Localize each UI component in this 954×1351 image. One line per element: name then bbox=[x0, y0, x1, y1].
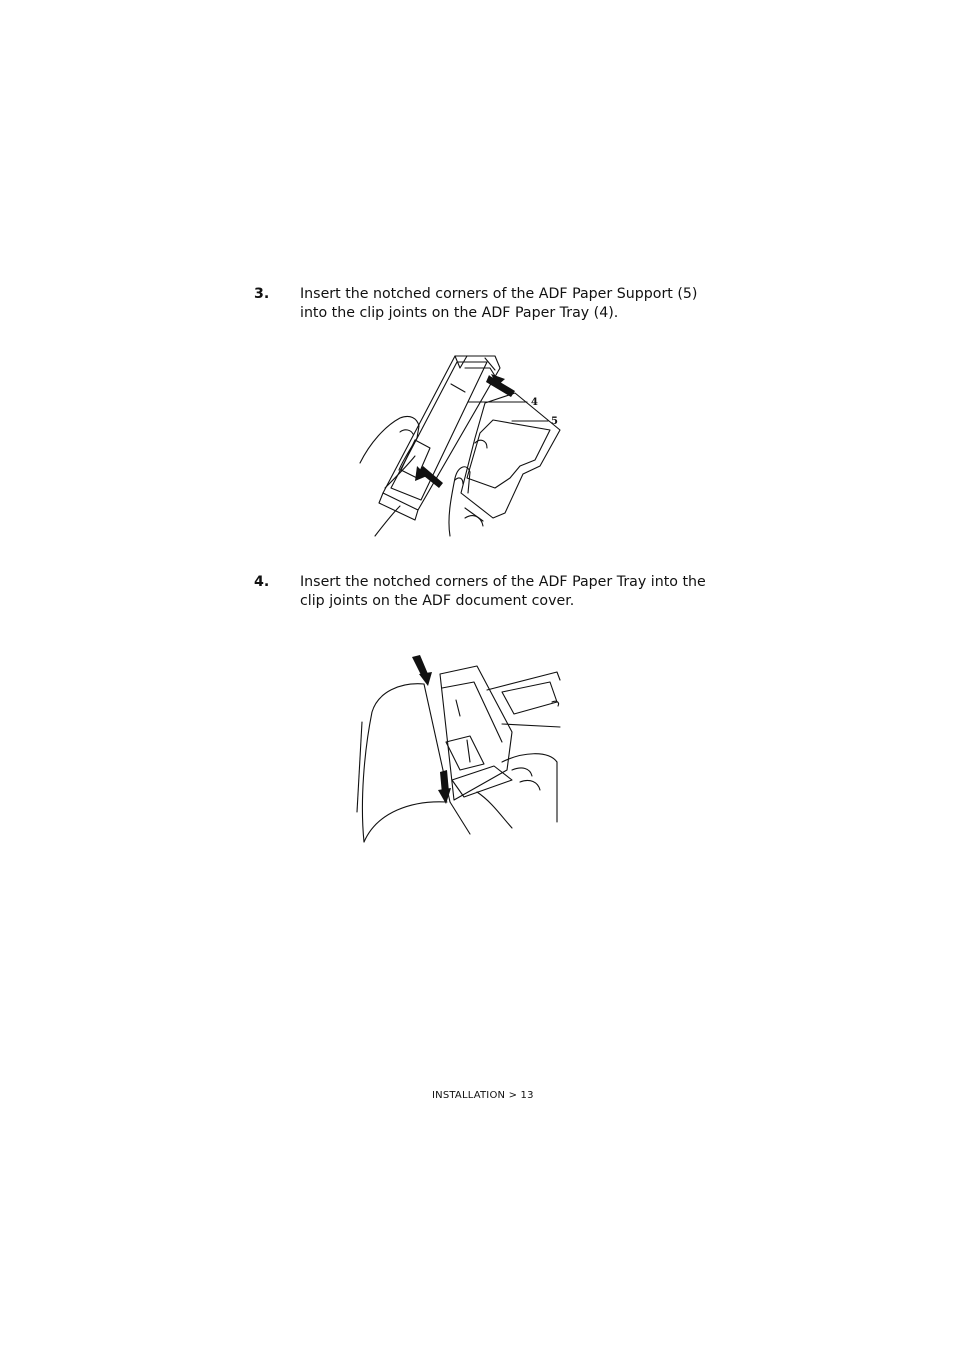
step-instruction: Insert the notched corners of the ADF Paper Tray into the clip joints on the ADF document cover. bbox=[300, 574, 706, 609]
step-number: 3. bbox=[254, 286, 270, 302]
step-instruction: Insert the notched corners of the ADF Paper Support (5) into the clip joints on the ADF Paper Tray (4). bbox=[300, 286, 698, 321]
callout-4: 4 bbox=[531, 397, 538, 408]
callout-5: 5 bbox=[551, 416, 558, 427]
adf-paper-support-illustration bbox=[355, 348, 565, 540]
step-number: 4. bbox=[254, 574, 270, 590]
adf-document-cover-illustration bbox=[352, 652, 562, 848]
page-footer: INSTALLATION > 13 bbox=[432, 1090, 534, 1101]
